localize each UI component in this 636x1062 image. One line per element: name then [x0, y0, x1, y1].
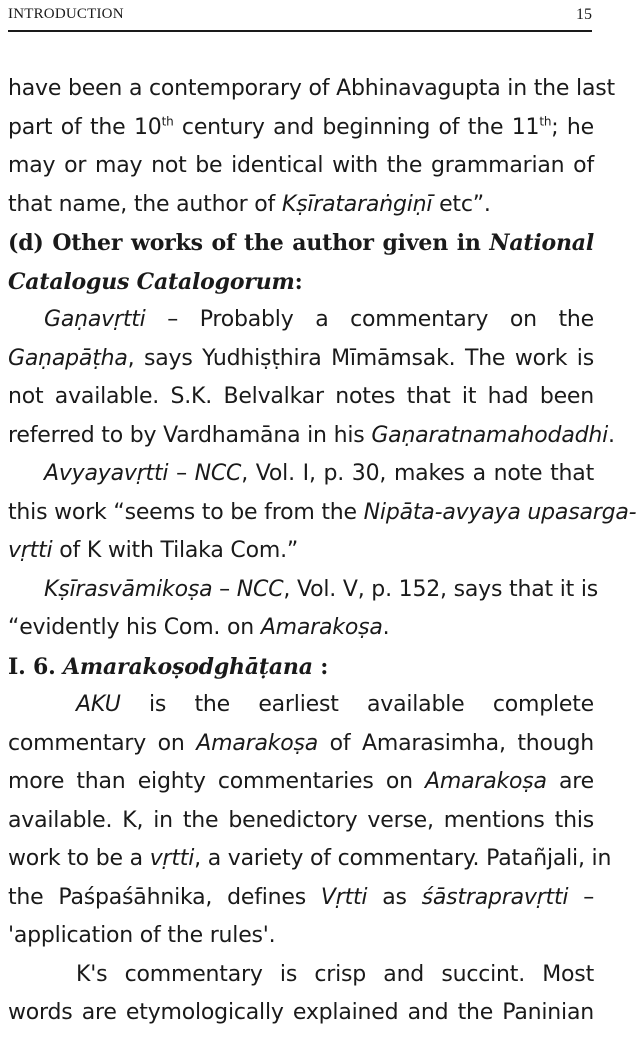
- italic-title: Amarakoṣa: [260, 615, 383, 640]
- text-run: , says Yudhiṣṭhira Mīmāmsak. The work is: [127, 345, 594, 371]
- italic-title: Amarakoṣa: [196, 730, 319, 756]
- text-run: of K with Tilaka Com.”: [52, 538, 299, 563]
- text-line: [8, 725, 594, 764]
- text-run: of Amarasimha, though: [318, 730, 594, 756]
- text-line: [8, 763, 594, 802]
- text-line: [8, 109, 594, 148]
- text-run: more than eighty commentaries on: [8, 769, 425, 794]
- italic-title: Gaṇavṛtti: [44, 307, 146, 332]
- page-body: [8, 70, 636, 1033]
- text-run: – Probably a commentary on the: [145, 307, 594, 332]
- page-number: 15: [576, 6, 592, 23]
- heading-text: I. 6.: [8, 653, 64, 680]
- text-run: commentary on: [8, 730, 197, 756]
- text-run: –: [568, 884, 595, 910]
- text-line: have been a contemporary of Abhinavagupta in the last: [8, 76, 615, 101]
- text-line: K's commentary is crisp and succint. Most: [76, 961, 594, 987]
- text-line: [8, 455, 594, 494]
- paragraph-ksirasvamikosa: [8, 571, 599, 648]
- text-line: [8, 686, 594, 725]
- text-run: –: [168, 461, 195, 486]
- text-line: [8, 186, 594, 225]
- italic-title: Avyayavṛtti: [44, 461, 169, 486]
- text-run: part of the 10: [8, 114, 162, 140]
- italic-abbrev: AKU: [76, 692, 121, 717]
- italic-title: Amarakoṣa: [425, 769, 547, 794]
- paragraph-avyayavrtti: [8, 455, 636, 571]
- paragraph-aku: [8, 686, 612, 956]
- italic-term: Vṛtti: [320, 884, 368, 910]
- text-run: .: [382, 615, 390, 640]
- heading-line: [8, 224, 594, 263]
- text-line: [8, 840, 612, 879]
- italic-title: Gaṇapāṭha: [8, 345, 128, 371]
- text-run: “evidently his Com. on: [8, 615, 261, 640]
- text-run: , a variety of commentary. Patañjali, in: [194, 846, 612, 871]
- section-heading-d: [8, 224, 594, 301]
- paragraph-ganavrtti: [8, 301, 615, 455]
- superscript: th: [161, 114, 174, 129]
- text-run: as: [367, 884, 422, 910]
- superscript: th: [539, 114, 552, 129]
- running-header: [8, 4, 592, 32]
- text-run: , Vol. I, p. 30, makes a note that: [241, 461, 595, 486]
- italic-term: śāstrapravṛtti: [421, 884, 569, 910]
- text-run: –: [212, 576, 237, 602]
- text-run: is the earliest available complete: [120, 692, 594, 717]
- text-run: that name, the author of: [8, 191, 282, 217]
- italic-title: Kṣīrataraṅgiṇī: [281, 191, 433, 217]
- text-line: [8, 879, 594, 918]
- italic-abbrev: NCC: [194, 461, 242, 486]
- heading-italic: National: [489, 230, 594, 256]
- text-line: [8, 340, 594, 379]
- text-line: 'application of the rules'.: [8, 923, 276, 948]
- italic-title: Nipāta-avyaya upasarga-: [363, 499, 636, 525]
- text-run: , Vol. V, p. 152, says that it is: [283, 576, 599, 602]
- text-line: may or may not be identical with the grammarian of: [8, 153, 594, 178]
- text-run: referred to by Vardhamāna in his: [8, 422, 372, 448]
- heading-line: [8, 648, 594, 687]
- paragraph-ks-commentary: [8, 956, 594, 1033]
- heading-line: [8, 263, 594, 302]
- text-run: this work “seems to be from the: [8, 499, 364, 525]
- italic-abbrev: NCC: [236, 576, 284, 602]
- text-run: century and beginning of the 11: [173, 114, 540, 140]
- text-line: words are etymologically explained and the Paninian: [8, 1000, 594, 1025]
- heading-text: :: [294, 268, 303, 295]
- heading-italic: Amarakoṣodghāṭana: [63, 653, 313, 680]
- italic-term: vṛtti: [149, 846, 195, 871]
- text-run: ; he: [551, 114, 594, 140]
- text-line: available. K, in the benedictory verse, mentions this: [8, 807, 594, 833]
- text-run: work to be a: [8, 846, 150, 871]
- text-line: not available. S.K. Belvalkar notes that it had been: [8, 384, 594, 409]
- text-line: [8, 609, 594, 648]
- text-run: the Paśpaśāhnika, defines: [8, 884, 321, 910]
- heading-text: (d) Other works of the author given in: [8, 230, 490, 256]
- text-line: [8, 571, 599, 610]
- italic-title: Kṣīrasvāmikoṣa: [44, 576, 213, 602]
- text-line: [8, 301, 594, 340]
- text-line: [8, 532, 594, 571]
- italic-title: vṛtti: [8, 538, 53, 563]
- paragraph-contemporary: [8, 70, 615, 224]
- text-line: [8, 417, 615, 456]
- text-run: are: [546, 769, 594, 794]
- heading-italic: Catalogus Catalogorum: [8, 268, 295, 295]
- section-heading-i6: [8, 648, 594, 687]
- text-line: [8, 494, 636, 533]
- italic-title: Gaṇaratnamahodadhi: [371, 422, 609, 448]
- heading-text: :: [312, 653, 329, 680]
- chapter-title: INTRODUCTION: [8, 6, 124, 22]
- text-run: .: [608, 422, 615, 448]
- text-run: etc”.: [432, 191, 491, 217]
